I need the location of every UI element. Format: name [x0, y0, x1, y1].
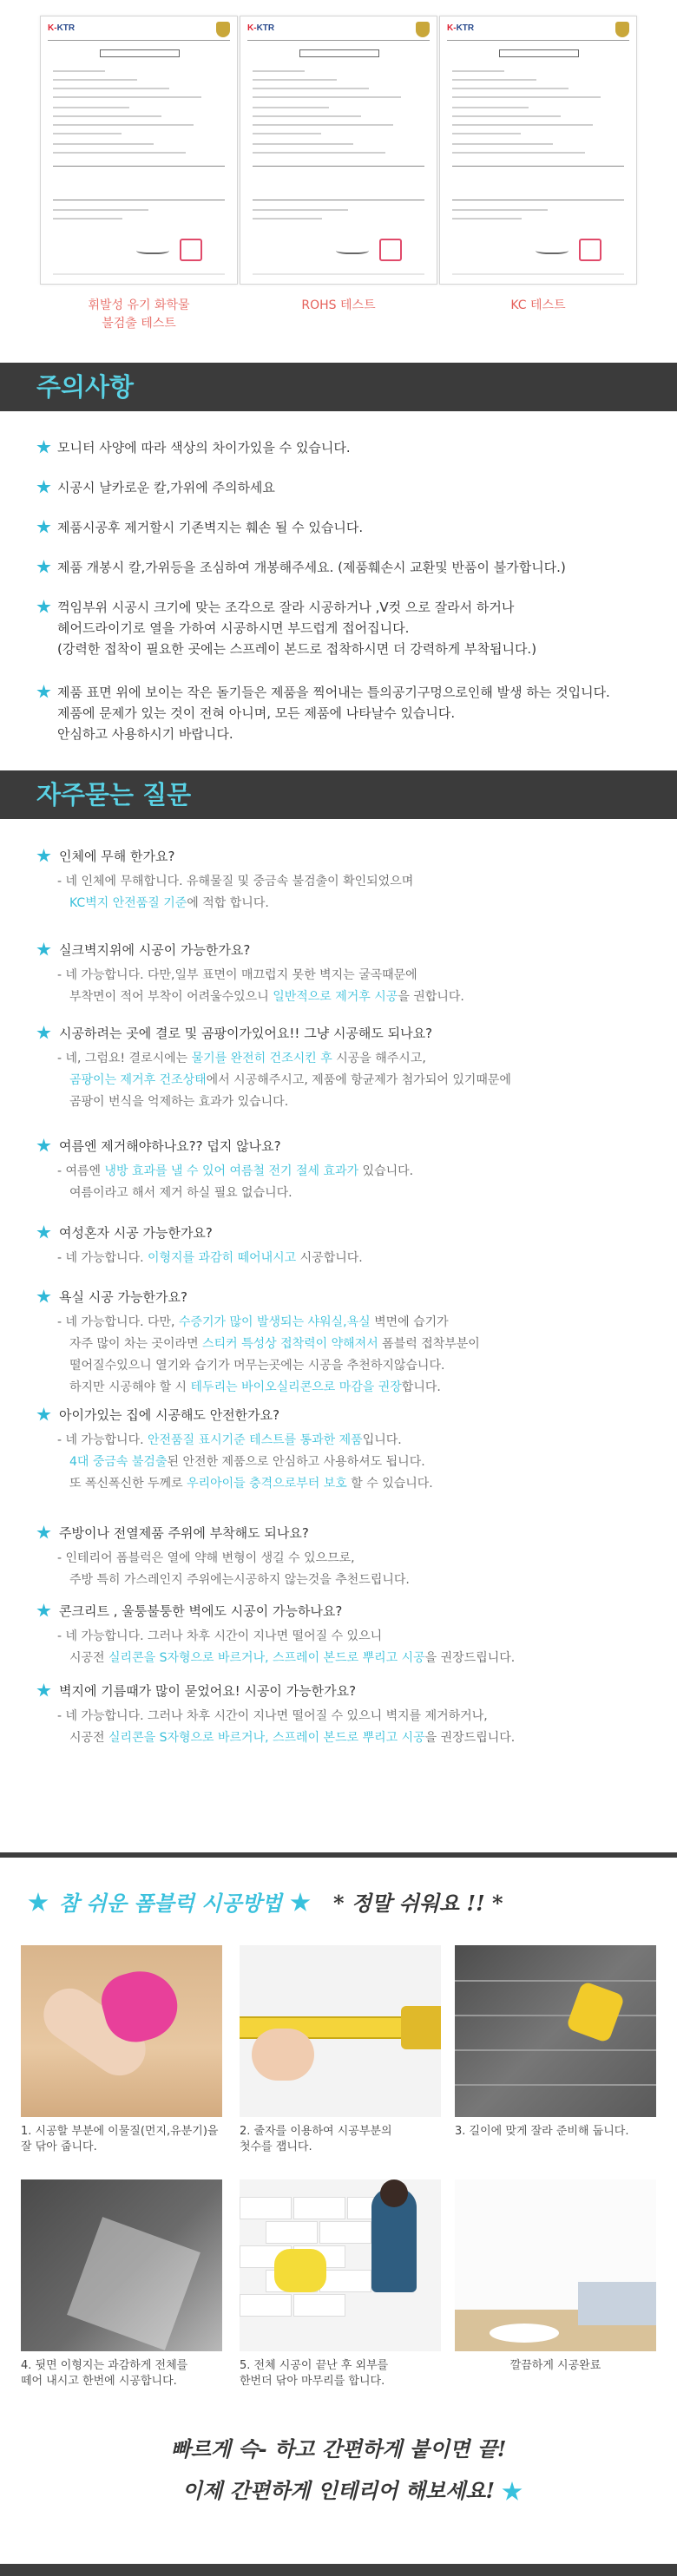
answer-highlight: 우리아이들 충격으로부터 보호 — [187, 1477, 347, 1491]
method-subtitle: * 정말 쉬워요 !! * — [333, 1891, 503, 1916]
bottom-bar — [0, 2564, 677, 2576]
answer-text: 또 폭신폭신한 두께로 — [69, 1477, 187, 1491]
answer-highlight: 테두리는 바이오실리콘으로 마감을 권장 — [190, 1380, 402, 1394]
closing-line-2: 이제 간편하게 인테리어 해보세요! — [181, 2478, 496, 2503]
method-step-1 — [21, 1945, 222, 2155]
answer-text: 여름이라고 해서 제거 하실 필요 없습니다. — [69, 1186, 292, 1200]
star-icon — [36, 1138, 51, 1153]
star-icon — [36, 480, 51, 495]
caption-line: KC 테스트 — [510, 298, 566, 312]
answer-line — [57, 1334, 656, 1355]
caution-text: 제품 개봉시 칼,가위등을 조심하여 개봉해주세요. (제품훼손시 교환및 반품이 불가합니다.) — [57, 560, 566, 575]
answer-text: 입니다. — [362, 1433, 402, 1447]
answer-line — [57, 1626, 656, 1648]
faq-answer — [57, 1048, 656, 1113]
answer-line — [57, 1377, 656, 1399]
faq-answer — [57, 1706, 656, 1749]
answer-text: 부착면이 적어 부착이 어려울수있으니 — [69, 990, 273, 1004]
answer-highlight: 스티커 특성상 접착력이 약해져서 — [202, 1337, 378, 1351]
caution-text: 모니터 사양에 따라 색상의 차이가있을 수 있습니다. — [57, 440, 351, 456]
answer-text: 주방 특히 가스레인지 주위에는시공하지 않는것을 추천드립니다. — [69, 1573, 410, 1587]
faq-title: 자주묻는 질문 — [36, 780, 192, 810]
star-icon — [36, 849, 51, 863]
certificate-card — [439, 16, 637, 315]
star-icon — [36, 1683, 51, 1698]
seal-icon — [615, 22, 629, 37]
method-title: 참 쉬운 폼블럭 시공방법 — [59, 1891, 282, 1916]
answer-text: - 인테리어 폼블럭은 열에 약해 변형이 생길 수 있으므로, — [57, 1551, 355, 1565]
certificate-caption — [40, 297, 238, 333]
answer-text: 하지만 시공해야 할 시 — [69, 1380, 191, 1394]
answer-line — [57, 1570, 656, 1591]
faq-question: 인체에 무해 한가요? — [59, 849, 175, 864]
certificate-card — [240, 16, 437, 315]
method-step-3 — [455, 1945, 656, 2140]
faq-answer — [57, 1161, 656, 1204]
caution-section-header — [0, 363, 677, 411]
method-header — [0, 1887, 677, 1930]
stamp-icon — [579, 239, 601, 261]
answer-text: 에서 시공해주시고, 제품에 항균제가 첨가되어 있기때문에 — [206, 1073, 511, 1087]
answer-line — [57, 1161, 656, 1183]
faq-answer — [57, 1430, 656, 1495]
step-caption: 3. 길이에 맞게 잘라 준비해 둡니다. — [455, 2125, 629, 2138]
faq-question: 여름엔 제거해야하나요?? 덥지 않나요? — [59, 1138, 281, 1154]
faq-answer — [57, 1248, 656, 1269]
stamp-icon — [180, 239, 202, 261]
answer-highlight: KC벽지 안전품질 기준 — [69, 896, 187, 910]
star-icon — [36, 1525, 51, 1540]
caption-line: 불검출 테스트 — [102, 317, 176, 331]
step-photo-finished-room — [455, 2179, 656, 2351]
step-caption: 2. 줄자를 이용하여 시공부분의 첫수를 잽니다. — [240, 2125, 392, 2153]
answer-line — [57, 986, 656, 1008]
answer-line — [57, 965, 656, 986]
answer-highlight: 이형지를 과감히 떼어내시고 — [148, 1251, 297, 1265]
ktr-logo: K-KTR — [247, 23, 275, 33]
answer-text: - 네, 그럼요! 결로시에는 — [57, 1052, 192, 1065]
signature-icon — [336, 246, 369, 254]
answer-text: - 네 가능합니다. — [57, 1433, 148, 1447]
faq-answer — [57, 871, 656, 914]
answer-line — [57, 1091, 656, 1113]
answer-line — [57, 1727, 656, 1749]
answer-text: 폼블럭 접착부분이 — [378, 1337, 480, 1351]
answer-text: - 네 가능합니다. — [57, 1251, 148, 1265]
answer-text: 을 권장드립니다. — [424, 1731, 516, 1745]
caution-text: 제품시공후 제거할시 기존벽지는 훼손 될 수 있습니다. — [57, 520, 364, 535]
certificate-card — [40, 16, 238, 333]
answer-line — [57, 1548, 656, 1570]
answer-text: - 네 인체에 무해합니다. 유해물질 및 중금속 불검출이 확인되었으며 — [57, 875, 414, 888]
faq-question: 벽지에 기름때가 많이 묻었어요! 시공이 가능한가요? — [59, 1683, 357, 1699]
certificate-document — [240, 16, 437, 285]
answer-highlight: 안전품질 표시기준 테스트를 통과한 제품 — [148, 1433, 363, 1447]
answer-text: 자주 많이 차는 곳이라면 — [69, 1337, 203, 1351]
answer-text: 시공전 — [69, 1651, 109, 1665]
faq-question: 아이가있는 집에 시공해도 안전한가요? — [59, 1407, 280, 1423]
ktr-logo: K-KTR — [48, 23, 76, 33]
certificate-caption — [240, 297, 437, 315]
caption-line: 휘발성 유기 화학물 — [88, 298, 190, 312]
answer-text: - 여름엔 — [57, 1164, 105, 1178]
certificates-section — [0, 0, 677, 351]
certificate-caption — [439, 297, 637, 315]
answer-text: - 네 가능합니다. 다만, — [57, 1315, 179, 1329]
answer-highlight: 일반적으로 제거후 시공 — [273, 990, 398, 1004]
answer-line — [57, 1648, 656, 1669]
star-icon — [36, 440, 51, 455]
step-caption: 1. 시공할 부분에 이물질(먼지,유분기)을 잘 닦아 줍니다. — [21, 2125, 219, 2153]
star-icon — [36, 1603, 51, 1618]
answer-highlight: 수증기가 많이 발생되는 샤워실,욕실 — [178, 1315, 371, 1329]
step-photo-measuring — [240, 1945, 441, 2117]
stamp-icon — [379, 239, 402, 261]
answer-text: - 네 가능합니다. 그러나 차후 시간이 지나면 떨어질 수 있으니 — [57, 1629, 383, 1643]
star-icon — [36, 1289, 51, 1304]
answer-highlight: 4대 중금속 불검출 — [69, 1455, 168, 1469]
answer-text: 할 수 있습니다. — [346, 1477, 433, 1491]
faq-answer — [57, 965, 656, 1008]
faq-question: 주방이나 전열제품 주위에 부착해도 되나요? — [59, 1525, 309, 1541]
answer-line — [57, 1452, 656, 1473]
answer-highlight: 실리콘을 S자형으로 바르거나, 스프레이 본드로 뿌리고 시공 — [108, 1651, 425, 1665]
star-icon — [36, 560, 51, 574]
certificate-document — [439, 16, 637, 285]
star-icon — [36, 520, 51, 534]
faq-question: 시공하려는 곳에 결로 및 곰팡이가있어요!! 그냥 시공해도 되나요? — [59, 1026, 433, 1041]
method-divider — [0, 1852, 677, 1858]
star-icon — [36, 685, 51, 699]
star-icon — [36, 1407, 51, 1422]
answer-line — [57, 1706, 656, 1727]
method-step-2 — [240, 1945, 441, 2155]
seal-icon — [216, 22, 230, 37]
step-photo-cutting — [455, 1945, 656, 2117]
answer-text: 된 안전한 제품으로 안심하고 사용하셔도 됩니다. — [167, 1455, 425, 1469]
star-icon — [36, 1225, 51, 1240]
method-step-4 — [21, 2179, 222, 2389]
answer-text: 곰팡이 번식을 억제하는 효과가 있습니다. — [69, 1095, 289, 1109]
faq-question: 콘크리트 , 울퉁불퉁한 벽에도 시공이 가능하나요? — [59, 1603, 343, 1619]
answer-highlight: 물기를 완전히 건조시킨 후 — [191, 1052, 332, 1065]
answer-text: 에 적합 합니다. — [187, 896, 269, 910]
answer-line — [57, 1070, 656, 1091]
faq-question: 여성혼자 시공 가능한가요? — [59, 1225, 213, 1241]
answer-text: 시공전 — [69, 1731, 109, 1745]
answer-text: 시공합니다. — [296, 1251, 363, 1265]
caution-text: 꺽임부위 시공시 크기에 맞는 조각으로 잘라 시공하거나 ,V컷 으로 잘라서 하거나 헤어드라이기로 열을 가하여 시공하시면 부드럽게 접어집니다. (강력한 접착이 필요한 곳에는 스프레이 본드로 접착하시면 더 강력하게 부착됩니다.) — [57, 600, 537, 657]
ktr-logo: K-KTR — [447, 23, 475, 33]
answer-text: 시공을 해주시고, — [332, 1052, 426, 1065]
star-icon — [36, 1026, 51, 1040]
answer-line — [57, 1312, 656, 1334]
seal-icon — [416, 22, 430, 37]
caution-text: 제품 표면 위에 보이는 작은 돌기들은 제품을 찍어내는 틀의공기구멍으로인해 발생 하는 것입니다. 제품에 문제가 있는 것이 전혀 아니며, 모든 제품에 나타날수 있습니다. 안심하고 사용하시기 바랍니다. — [57, 685, 610, 742]
method-step-6 — [455, 2179, 656, 2374]
method-step-5 — [240, 2179, 441, 2389]
signature-icon — [536, 246, 569, 254]
answer-highlight: 냉방 효과를 낼 수 있어 여름철 전기 절세 효과가 — [104, 1164, 359, 1178]
step-photo-wiping — [240, 2179, 441, 2351]
caution-text: 시공시 날카로운 칼,가위에 주의하세요 — [57, 480, 275, 495]
answer-text: - 네 가능합니다. 그러나 차후 시간이 지나면 떨어질 수 있으니 벽지를 제거하거나, — [57, 1709, 488, 1723]
answer-text: 벽면에 습기가 — [370, 1315, 449, 1329]
star-icon — [28, 1892, 49, 1913]
answer-text: - 네 가능합니다. 다만,일부 표면이 매끄럽지 못한 벽지는 굴곡때문에 — [57, 968, 417, 982]
faq-question: 실크벽지위에 시공이 가능한가요? — [59, 942, 251, 958]
faq-section-header — [0, 770, 677, 819]
faq-answer — [57, 1312, 656, 1399]
faq-answer — [57, 1626, 656, 1669]
answer-text: 을 권합니다. — [398, 990, 464, 1004]
answer-text: 있습니다. — [358, 1164, 414, 1178]
star-icon — [36, 942, 51, 957]
answer-text: 떨어질수있으니 열기와 습기가 머무는곳에는 시공을 추천하지않습니다. — [69, 1359, 445, 1373]
answer-highlight: 실리콘을 S자형으로 바르거나, 스프레이 본드로 뿌리고 시공 — [108, 1731, 425, 1745]
answer-line — [57, 1355, 656, 1377]
faq-answer — [57, 1548, 656, 1591]
answer-line — [57, 1183, 656, 1204]
star-icon — [290, 1892, 311, 1913]
answer-line — [57, 1473, 656, 1495]
answer-highlight: 곰팡이는 제거후 건조상태 — [69, 1073, 207, 1087]
closing-line-1: 빠르게 슥- 하고 간편하게 붙이면 끝! — [170, 2436, 507, 2461]
step-caption: 깔끔하게 시공완료 — [509, 2359, 601, 2372]
answer-text: 합니다. — [401, 1380, 441, 1394]
step-caption: 5. 전체 시공이 끝난 후 외부를 한번더 닦아 마무리를 합니다. — [240, 2359, 389, 2388]
answer-line — [57, 1248, 656, 1269]
star-icon — [36, 600, 51, 614]
signature-icon — [136, 246, 169, 254]
caution-list — [0, 411, 677, 758]
answer-line — [57, 1048, 656, 1070]
faq-list — [0, 819, 677, 1860]
answer-line — [57, 893, 656, 914]
answer-line — [57, 871, 656, 893]
faq-question: 욕실 시공 가능한가요? — [59, 1289, 187, 1305]
caption-line: ROHS 테스트 — [301, 298, 376, 312]
certificate-document — [40, 16, 238, 285]
step-caption: 4. 뒷면 이형지는 과감하게 전체를 떼어 내시고 한번에 시공합니다. — [21, 2359, 188, 2388]
step-photo-peeling — [21, 2179, 222, 2351]
caution-title: 주의사항 — [36, 372, 135, 402]
answer-text: 을 권장드립니다. — [424, 1651, 516, 1665]
step-photo-cleaning — [21, 1945, 222, 2117]
answer-line — [57, 1430, 656, 1452]
